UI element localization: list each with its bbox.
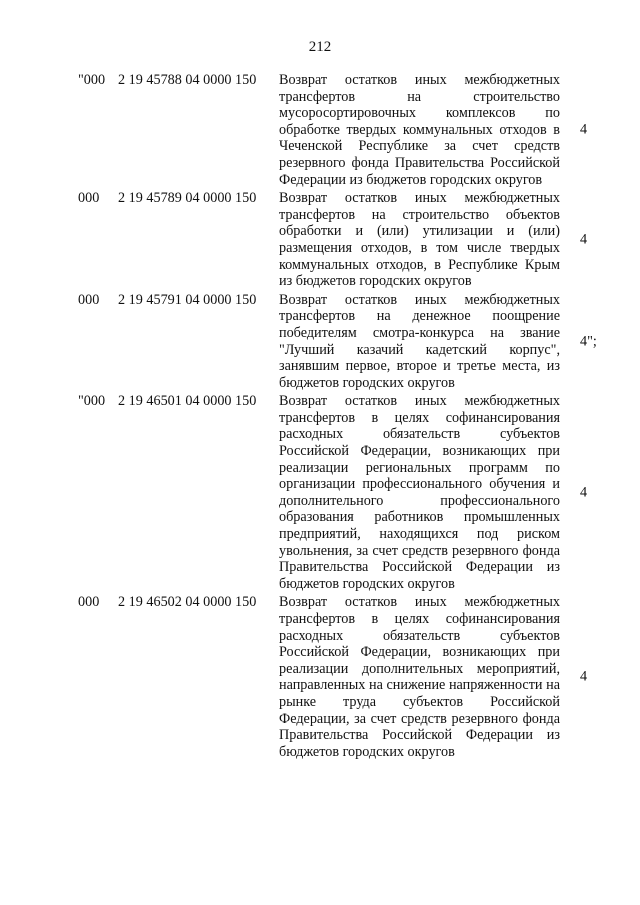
admin-code: "000 <box>78 393 106 410</box>
row-description: Возврат остатков иных межбюджетных трансфертов в целях софинансирования расходных обязательств субъектов Российской Федерации, возникающих при реализации региональных программ по организации профессионального обучения и дополнительного профессионального образования работников промышленных предприятий, находящихся под риском увольнения, за счет средств резервного фонда Правительства Российской Федерации из бюджетов городских округов <box>279 393 560 592</box>
group-number: 4 <box>580 121 588 138</box>
row-description: Возврат остатков иных межбюджетных трансфертов на строительство объектов обработки и (или) утилизации и (или) размещения отходов, в том числе твердых коммунальных отходов, в Республике Крым из бюджетов городских округов <box>279 190 560 290</box>
admin-code: 000 <box>78 594 100 611</box>
admin-code: "000 <box>78 72 106 88</box>
table-row <box>0 190 640 290</box>
table-row <box>0 594 640 760</box>
budget-code-table <box>0 72 640 760</box>
admin-code: 000 <box>78 291 100 308</box>
table-row <box>0 72 640 188</box>
table-row <box>0 393 640 592</box>
budget-classification-code: 2 19 45788 04 0000 150 <box>118 72 257 88</box>
page-number: 212 <box>308 39 332 55</box>
row-description: Возврат остатков иных межбюджетных трансфертов в целях софинансирования расходных обязательств субъектов Российской Федерации, возникающих при реализации дополнительных мероприятий, направленных на снижение напряженности на рынке труда субъектов Российской Федерации, за счет средств резервного фонда Правительства Российской Федерации из бюджетов городских округов <box>279 594 560 760</box>
group-number: 4"; <box>580 333 597 350</box>
budget-classification-code: 2 19 46502 04 0000 150 <box>118 594 257 611</box>
budget-classification-code: 2 19 45791 04 0000 150 <box>118 291 257 308</box>
budget-classification-code: 2 19 45789 04 0000 150 <box>118 190 257 207</box>
admin-code: 000 <box>78 190 100 207</box>
row-description: Возврат остатков иных межбюджетных трансфертов на строительство мусоросортировочных комплексов по обработке твердых коммунальных отходов в Чеченской Республике за счет средств резервного фонда Правительства Российской Федерации из бюджетов городских округов <box>279 72 560 188</box>
group-number: 4 <box>580 231 588 248</box>
budget-classification-code: 2 19 46501 04 0000 150 <box>118 393 257 410</box>
group-number: 4 <box>580 669 588 686</box>
row-description: Возврат остатков иных межбюджетных трансфертов на денежное поощрение победителям смотра-конкурса на звание "Лучший казачий кадетский корпус", занявшим первое, второе и третье места, из бюджетов городских округов <box>279 291 560 391</box>
group-number: 4 <box>580 484 588 501</box>
table-row <box>0 292 640 392</box>
